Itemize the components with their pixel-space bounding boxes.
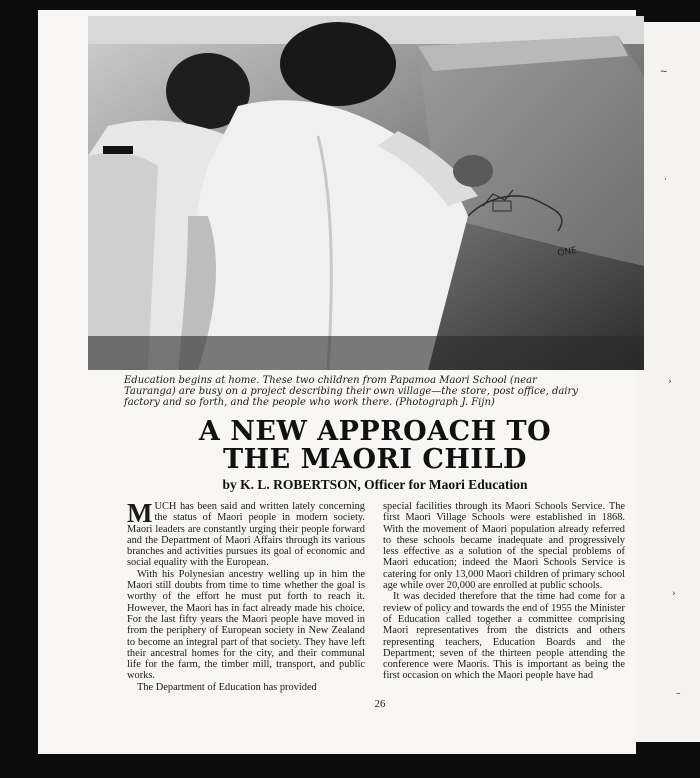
headline-line-2: THE MAORI CHILD — [223, 444, 527, 475]
board-text: ONE — [556, 245, 578, 259]
photo-caption: Education begins at home. These two children from Papamoa Maori School (near Tauranga) are busy on a project describing their own village—the store, post office, dairy factory and so forth, and the people who work there. (Photograph J. Fijn) — [124, 375, 578, 408]
body-paragraph: The Department of Education has provided — [137, 681, 317, 693]
body-paragraph: special facilities through its Maori Schools Service. The first Maori Village Schools were established in 1868. With the movement of Maori population already referred to these schools became inadequate and progressively less effective as a solution of the special problems of Maori education; indeed the Maori Schools Service is catering for only 13,000 Maori children of primary school age while over 20,000 are enrolled at public schools. — [383, 501, 625, 592]
body-column-right — [383, 501, 625, 682]
drop-cap: M — [127, 498, 153, 528]
byline: by K. L. ROBERTSON, Officer for Maori Education — [222, 477, 528, 492]
margin-mark: · — [664, 175, 667, 185]
body-paragraph — [127, 498, 365, 569]
headline-line-1: A NEW APPROACH TO — [198, 416, 552, 447]
margin-mark: › — [668, 377, 672, 387]
body-column-left — [127, 498, 365, 693]
margin-mark: – — [676, 689, 681, 699]
body-paragraph: With his Polynesian ancestry welling up in him the Maori still doubts from time to time whether the goal is worthy of the effort he must put forth to reach it. However, the Maori has in fact already made his choice. For the last fifty years the Maori people have moved in from the periphery of European society in New Zealand to become an integral part of that society. They have left their ancestral homes for the city, and their communal life for the farm, the timber mill, transport, and public works. — [127, 568, 365, 682]
page-number: 26 — [374, 698, 386, 710]
photograph — [88, 16, 644, 370]
photograph-illustration — [88, 16, 644, 370]
article-headline — [110, 418, 640, 474]
body-paragraph: It was decided therefore that the time had come for a review of policy and towards the end of 1955 the Minister of Education called together a committee comprising Maori representatives from the districts and others representing teachers, Education Boards and the Department; seven of the thirteen people attending the conference were Maoris. This is important as being the first occasion on which the Maori people have had — [383, 591, 625, 682]
margin-mark: › — [672, 589, 676, 599]
margin-mark: ~ — [660, 67, 668, 77]
body-paragraph-text: UCH has been said and written lately concerning the status of Maori people in modern society. Maori leaders are constantly urging their people forward and the Department of Maori Affairs through its various branches and activities pursues its goal of economic and social equality with the European. — [127, 501, 365, 569]
